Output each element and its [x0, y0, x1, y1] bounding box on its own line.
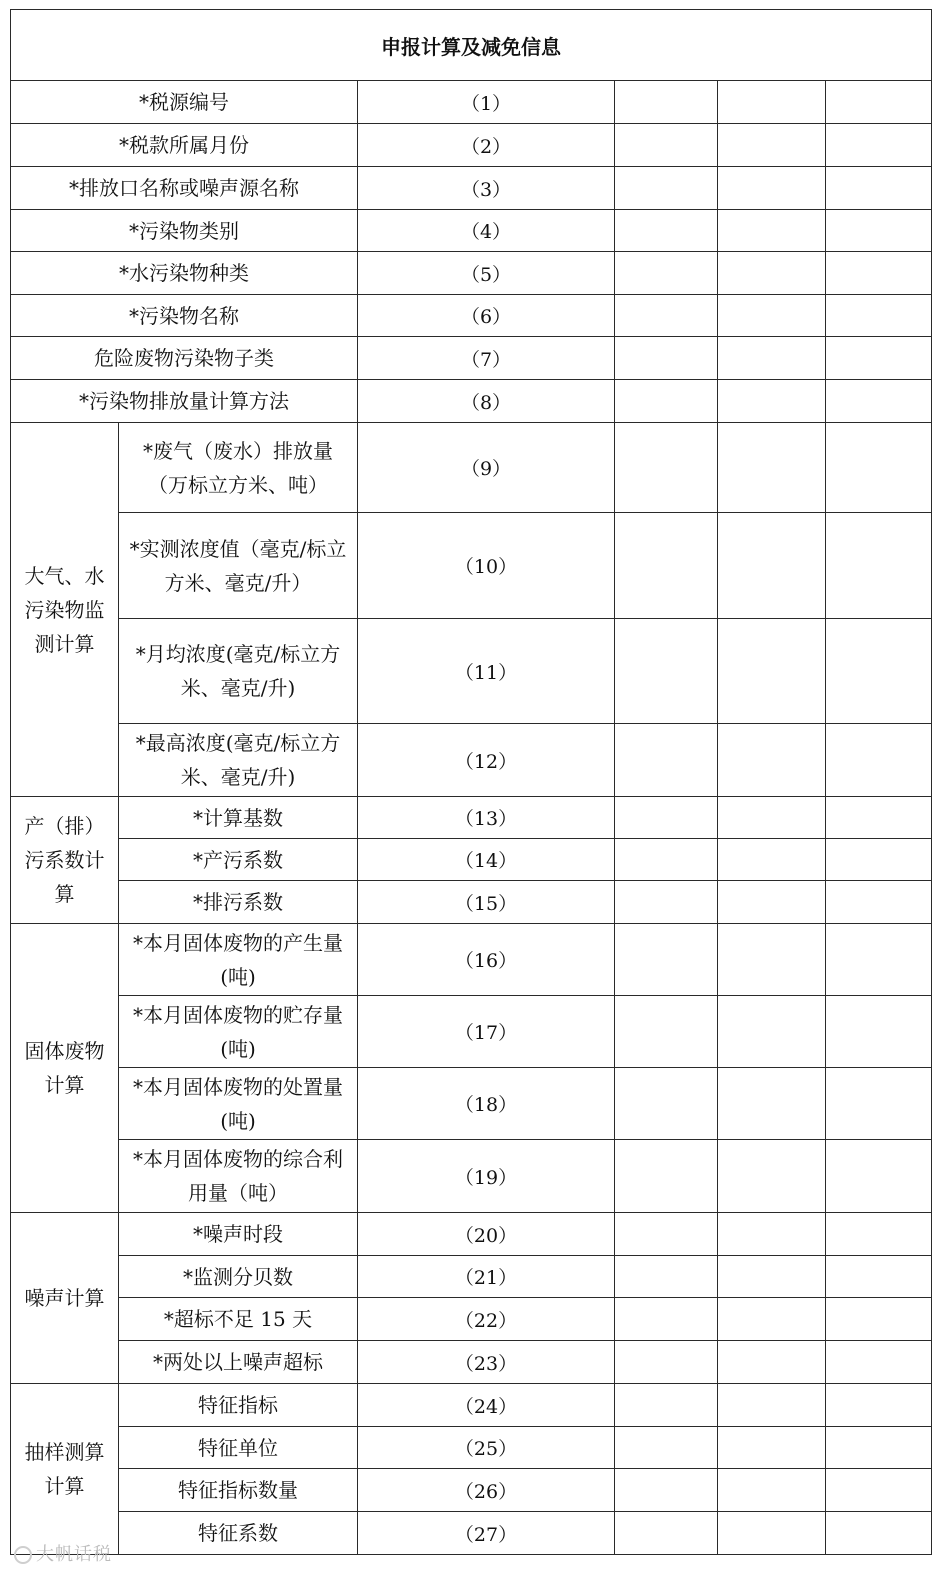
row-9-value-1[interactable] — [614, 422, 718, 513]
row-number-text: （5） — [460, 263, 512, 286]
row-label-text: *污染物名称 — [129, 303, 239, 328]
row-18-value-3[interactable] — [825, 1067, 932, 1140]
row-1-value-2[interactable] — [717, 80, 826, 124]
row-20-number — [357, 1212, 615, 1256]
row-25-value-2[interactable] — [717, 1426, 826, 1469]
row-label-text: *污染物排放量计算方法 — [79, 389, 289, 413]
row-10-value-3[interactable] — [825, 512, 932, 619]
row-label-text: *废气（废水）排放量（万标立方米、吨） — [143, 438, 333, 497]
row-21-number — [357, 1255, 615, 1298]
row-10-label — [118, 512, 358, 619]
group-3-label — [10, 923, 119, 1213]
row-8-label — [10, 379, 358, 423]
row-label-text: *实测浓度值（毫克/标立方米、毫克/升） — [129, 536, 347, 595]
row-number-text: （4） — [460, 221, 512, 243]
row-20-value-2[interactable] — [717, 1212, 826, 1256]
row-7-value-2[interactable] — [717, 336, 826, 380]
row-5-label — [10, 251, 358, 295]
row-label-text: *最高浓度(毫克/标立方米、毫克/升) — [135, 731, 341, 789]
row-label-text: *噪声时段 — [193, 1222, 283, 1246]
row-number-text: （16） — [454, 950, 518, 972]
row-number-text: （20） — [454, 1224, 518, 1247]
row-label-text: *本月固体废物的产生量(吨) — [133, 930, 343, 989]
row-label-text: *产污系数 — [193, 847, 283, 872]
row-22-value-2[interactable] — [717, 1297, 826, 1341]
row-24-value-1[interactable] — [614, 1383, 718, 1427]
row-number-text: （26） — [454, 1480, 518, 1503]
row-21-value-2[interactable] — [717, 1255, 826, 1298]
row-25-value-3[interactable] — [825, 1426, 932, 1469]
row-label-text: 特征指标 — [198, 1393, 278, 1417]
row-24-value-2[interactable] — [717, 1383, 826, 1427]
row-22-value-1[interactable] — [614, 1297, 718, 1341]
row-number-text: （21） — [454, 1267, 518, 1289]
row-label-text: *本月固体废物的贮存量(吨) — [133, 1002, 343, 1061]
row-1-value-3[interactable] — [825, 80, 932, 124]
row-7-number — [357, 336, 615, 380]
row-17-value-1[interactable] — [614, 995, 718, 1068]
row-label-text: *两处以上噪声超标 — [153, 1350, 323, 1374]
row-9-label — [118, 422, 358, 513]
row-15-label — [118, 880, 358, 924]
row-label-text: 特征单位 — [198, 1435, 278, 1460]
row-number-text: （7） — [460, 348, 512, 371]
row-4-value-3[interactable] — [825, 209, 932, 252]
row-number-text: （13） — [454, 808, 518, 830]
row-23-number — [357, 1340, 615, 1384]
watermark-text: 大帆话税 — [36, 1544, 112, 1565]
row-number-text: （14） — [454, 850, 518, 872]
row-label-text: 特征指标数量 — [178, 1478, 298, 1502]
row-number-text: （11） — [454, 661, 518, 684]
row-25-label — [118, 1426, 358, 1469]
row-21-label — [118, 1255, 358, 1298]
row-12-label — [118, 723, 358, 797]
row-3-value-2[interactable] — [717, 166, 826, 210]
row-11-value-3[interactable] — [825, 618, 932, 724]
group-label-text: 产（排）污系数计算 — [24, 814, 105, 906]
row-23-label — [118, 1340, 358, 1384]
row-12-number — [357, 723, 615, 797]
row-2-value-2[interactable] — [717, 123, 826, 167]
row-5-value-1[interactable] — [614, 251, 718, 295]
row-13-value-2[interactable] — [717, 796, 826, 839]
row-number-text: （24） — [454, 1395, 518, 1418]
row-13-label — [118, 796, 358, 839]
row-21-value-1[interactable] — [614, 1255, 718, 1298]
row-10-value-2[interactable] — [717, 512, 826, 619]
declaration-form — [10, 9, 931, 1556]
row-14-number — [357, 838, 615, 881]
row-16-number — [357, 923, 615, 996]
watermark — [14, 1540, 112, 1566]
row-9-value-2[interactable] — [717, 422, 826, 513]
row-8-value-1[interactable] — [614, 379, 718, 423]
row-24-number — [357, 1383, 615, 1427]
row-26-value-2[interactable] — [717, 1468, 826, 1512]
row-label-text: *本月固体废物的综合利用量（吨） — [133, 1147, 343, 1205]
row-4-number — [357, 209, 615, 252]
row-10-number — [357, 512, 615, 619]
row-5-value-3[interactable] — [825, 251, 932, 295]
row-3-value-3[interactable] — [825, 166, 932, 210]
form-title — [10, 9, 932, 81]
row-10-value-1[interactable] — [614, 512, 718, 619]
group-label-text: 大气、水污染物监测计算 — [24, 563, 105, 656]
row-19-label — [118, 1139, 358, 1213]
row-number-text: （23） — [454, 1352, 518, 1375]
row-20-value-1[interactable] — [614, 1212, 718, 1256]
group-4-label — [10, 1212, 119, 1384]
row-7-value-1[interactable] — [614, 336, 718, 380]
row-14-label — [118, 838, 358, 881]
row-18-value-2[interactable] — [717, 1067, 826, 1140]
row-label-text: *排污系数 — [193, 890, 283, 914]
group-label-text: 抽样测算计算 — [24, 1440, 105, 1498]
row-2-number — [357, 123, 615, 167]
row-18-number — [357, 1067, 615, 1140]
row-number-text: （9） — [460, 458, 512, 480]
row-4-value-2[interactable] — [717, 209, 826, 252]
row-19-number — [357, 1139, 615, 1213]
row-15-value-3[interactable] — [825, 880, 932, 924]
form-title-text: 申报计算及减免信息 — [381, 34, 561, 59]
row-19-value-3[interactable] — [825, 1139, 932, 1213]
row-2-value-3[interactable] — [825, 123, 932, 167]
row-11-value-2[interactable] — [717, 618, 826, 724]
row-26-value-1[interactable] — [614, 1468, 718, 1512]
row-number-text: （3） — [460, 178, 512, 201]
row-16-value-3[interactable] — [825, 923, 932, 996]
row-number-text: （15） — [454, 892, 518, 915]
row-27-number — [357, 1511, 615, 1555]
row-number-text: （1） — [460, 92, 512, 115]
row-26-number — [357, 1468, 615, 1512]
row-17-number — [357, 995, 615, 1068]
row-6-label — [10, 294, 358, 337]
row-number-text: （10） — [454, 556, 518, 578]
row-14-value-1[interactable] — [614, 838, 718, 881]
row-label-text: *计算基数 — [193, 805, 283, 830]
row-number-text: （27） — [454, 1523, 518, 1546]
group-5-label — [10, 1383, 119, 1555]
row-27-value-3[interactable] — [825, 1511, 932, 1555]
row-16-value-2[interactable] — [717, 923, 826, 996]
row-15-value-1[interactable] — [614, 880, 718, 924]
row-number-text: （2） — [460, 135, 512, 158]
group-label-text: 噪声计算 — [24, 1286, 105, 1310]
row-13-value-3[interactable] — [825, 796, 932, 839]
row-number-text: （22） — [454, 1309, 518, 1332]
row-1-label — [10, 80, 358, 124]
row-number-text: （17） — [454, 1022, 518, 1044]
row-9-number — [357, 422, 615, 513]
row-12-value-2[interactable] — [717, 723, 826, 797]
row-label-text: 危险废物污染物子类 — [94, 346, 274, 370]
row-label-text: *月均浓度(毫克/标立方米、毫克/升) — [135, 642, 341, 700]
row-12-value-3[interactable] — [825, 723, 932, 797]
row-17-label — [118, 995, 358, 1068]
row-25-number — [357, 1426, 615, 1469]
row-17-value-2[interactable] — [717, 995, 826, 1068]
row-number-text: （8） — [460, 391, 512, 414]
row-22-label — [118, 1297, 358, 1341]
row-23-value-2[interactable] — [717, 1340, 826, 1384]
row-11-label — [118, 618, 358, 724]
row-5-value-2[interactable] — [717, 251, 826, 295]
row-15-number — [357, 880, 615, 924]
row-14-value-3[interactable] — [825, 838, 932, 881]
row-13-number — [357, 796, 615, 839]
row-1-number — [357, 80, 615, 124]
row-12-value-1[interactable] — [614, 723, 718, 797]
row-26-value-3[interactable] — [825, 1468, 932, 1512]
row-1-value-1[interactable] — [614, 80, 718, 124]
row-number-text: （19） — [454, 1166, 518, 1189]
row-26-label — [118, 1468, 358, 1512]
weibo-logo-icon — [14, 1546, 32, 1564]
row-21-value-3[interactable] — [825, 1255, 932, 1298]
row-2-label — [10, 123, 358, 167]
row-label-text: *水污染物种类 — [119, 261, 249, 285]
row-number-text: （6） — [460, 306, 512, 328]
row-22-number — [357, 1297, 615, 1341]
row-label-text: *本月固体废物的处置量(吨) — [133, 1074, 343, 1133]
row-16-value-1[interactable] — [614, 923, 718, 996]
group-1-label — [10, 422, 119, 797]
row-16-label — [118, 923, 358, 996]
row-4-label — [10, 209, 358, 252]
row-number-text: （12） — [454, 750, 518, 773]
row-14-value-2[interactable] — [717, 838, 826, 881]
row-23-value-3[interactable] — [825, 1340, 932, 1384]
row-5-number — [357, 251, 615, 295]
row-3-label — [10, 166, 358, 210]
row-27-label — [118, 1511, 358, 1555]
row-11-number — [357, 618, 615, 724]
row-27-value-2[interactable] — [717, 1511, 826, 1555]
row-27-value-1[interactable] — [614, 1511, 718, 1555]
row-6-value-1[interactable] — [614, 294, 718, 337]
row-8-value-2[interactable] — [717, 379, 826, 423]
row-8-value-3[interactable] — [825, 379, 932, 423]
row-label-text: 特征系数 — [198, 1521, 278, 1545]
row-7-value-3[interactable] — [825, 336, 932, 380]
row-label-text: *税款所属月份 — [119, 133, 249, 157]
row-24-value-3[interactable] — [825, 1383, 932, 1427]
row-18-value-1[interactable] — [614, 1067, 718, 1140]
row-4-value-1[interactable] — [614, 209, 718, 252]
row-label-text: *排放口名称或噪声源名称 — [69, 176, 299, 200]
row-7-label — [10, 336, 358, 380]
row-2-value-1[interactable] — [614, 123, 718, 167]
row-24-label — [118, 1383, 358, 1427]
row-8-number — [357, 379, 615, 423]
row-25-value-1[interactable] — [614, 1426, 718, 1469]
row-number-text: （25） — [454, 1438, 518, 1460]
row-15-value-2[interactable] — [717, 880, 826, 924]
row-6-number — [357, 294, 615, 337]
row-label-text: *税源编号 — [139, 90, 229, 114]
row-19-value-1[interactable] — [614, 1139, 718, 1213]
group-label-text: 固体废物计算 — [24, 1039, 105, 1097]
row-11-value-1[interactable] — [614, 618, 718, 724]
row-6-value-2[interactable] — [717, 294, 826, 337]
row-18-label — [118, 1067, 358, 1140]
row-22-value-3[interactable] — [825, 1297, 932, 1341]
row-23-value-1[interactable] — [614, 1340, 718, 1384]
row-6-value-3[interactable] — [825, 294, 932, 337]
row-9-value-3[interactable] — [825, 422, 932, 513]
row-label-text: *污染物类别 — [129, 218, 239, 243]
row-label-text: *超标不足 15 天 — [163, 1307, 313, 1331]
row-17-value-3[interactable] — [825, 995, 932, 1068]
row-19-value-2[interactable] — [717, 1139, 826, 1213]
row-20-label — [118, 1212, 358, 1256]
row-20-value-3[interactable] — [825, 1212, 932, 1256]
group-2-label — [10, 796, 119, 924]
row-13-value-1[interactable] — [614, 796, 718, 839]
row-3-number — [357, 166, 615, 210]
row-3-value-1[interactable] — [614, 166, 718, 210]
row-label-text: *监测分贝数 — [183, 1264, 293, 1289]
row-number-text: （18） — [454, 1094, 518, 1116]
